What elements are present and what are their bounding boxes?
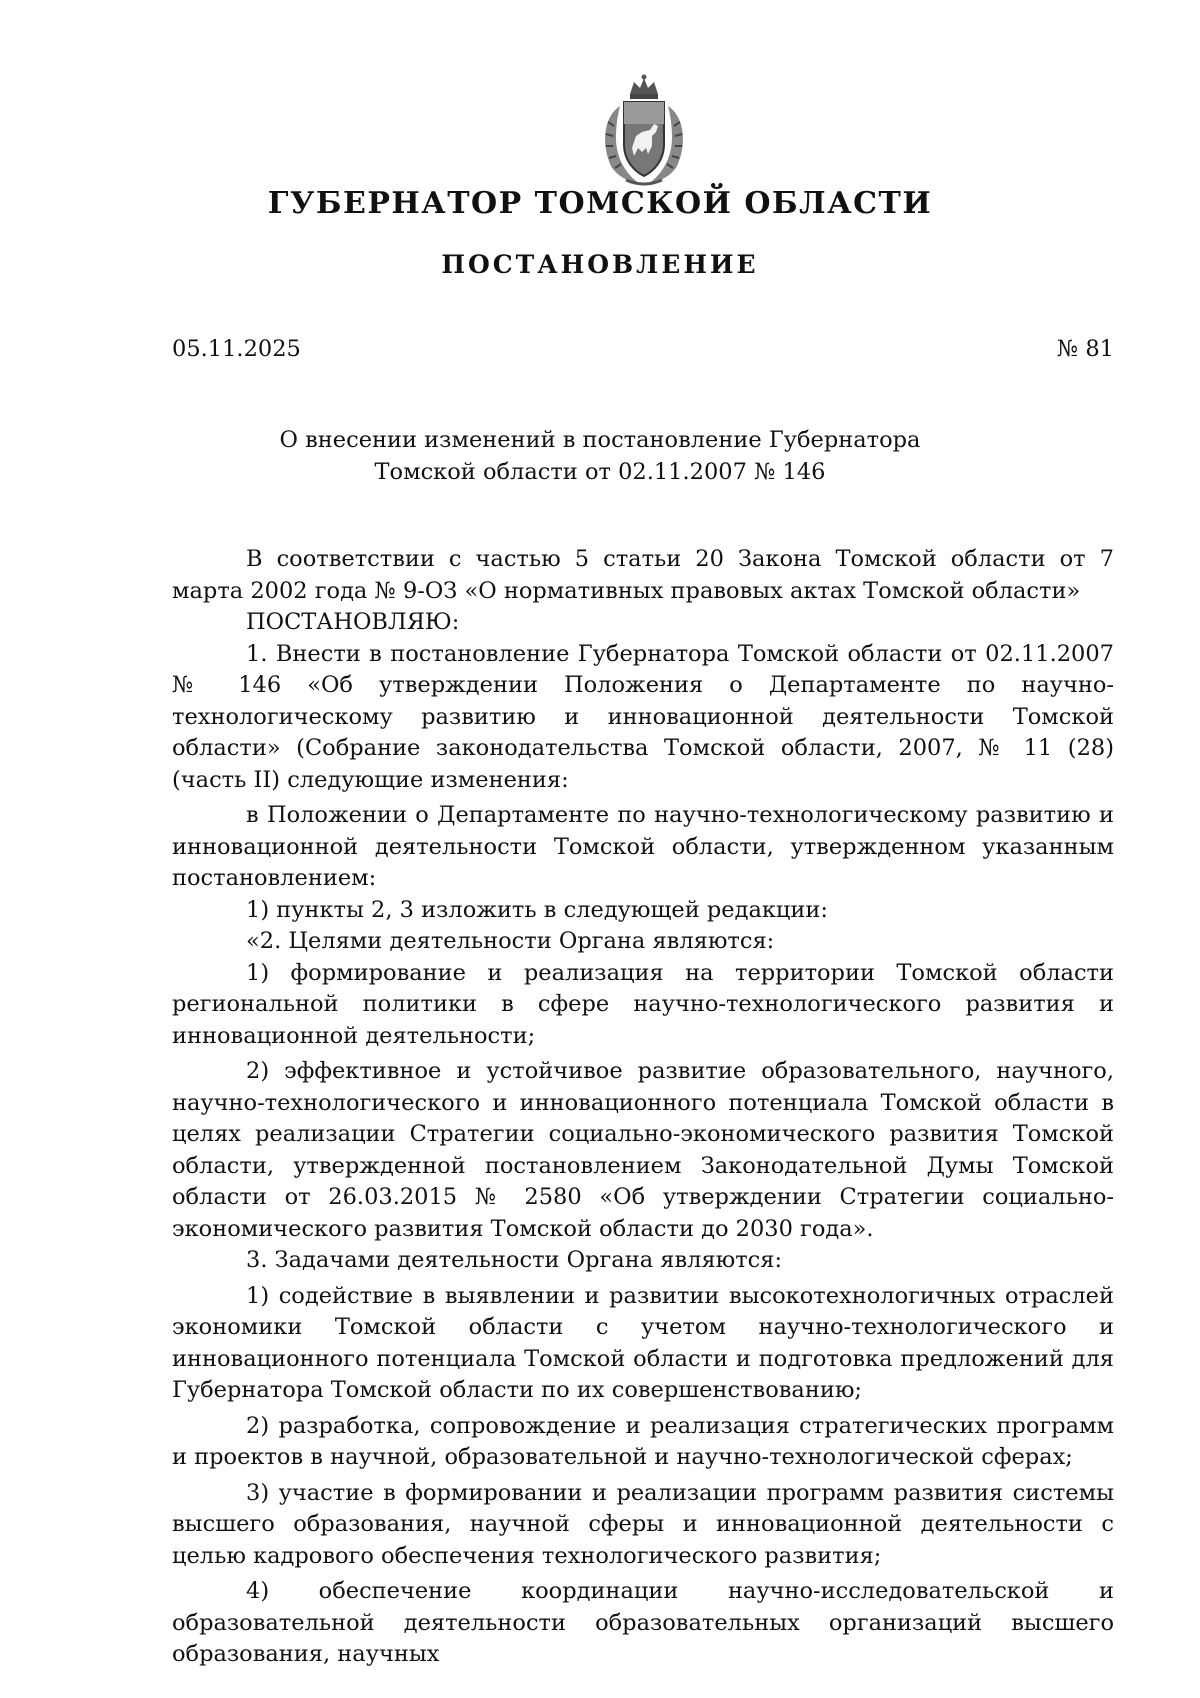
subject-line: О внесении изменений в постановление Губернатора [279,427,921,453]
paragraph: 3) участие в формировании и реализации программ развития системы высшего образования, научной сферы и инновационной деятельности с целью кадрового обеспечения технологического развития; [172,1479,1114,1569]
document-type: ПОСТАНОВЛЕНИЕ [441,250,759,279]
paragraph: 1. Внести в постановление Губернатора Томской области от 02.11.2007 № 146 «Об утверждении Положения о Департаменте по научно-технологическому развитию и инновационной деятельности Томской области» (Собрание законодательства Томской области, 2007, № 11 (28) (часть II) следующие изменения: [172,640,1114,793]
document-body [172,544,1114,1671]
paragraph: 4) обеспечение координации научно-исследовательской и образовательной деятельности образовательных организаций высшего образования, научных [172,1578,1114,1667]
coat-of-arms-icon [590,72,698,188]
paragraph: «2. Целями деятельности Органа являются: [246,928,775,954]
paragraph: 1) формирование и реализация на территории Томской области региональной политики в сфере научно-технологического развития и инновационной деятельности; [172,959,1114,1049]
paragraph: В соответствии с частью 5 статьи 20 Закона Томской области от 7 марта 2002 года № 9-ОЗ «О нормативных правовых актах Томской области» [172,546,1114,604]
paragraph: 3. Задачами деятельности Органа являются: [246,1247,783,1273]
paragraph: в Положении о Департаменте по научно-технологическому развитию и инновационной деятельности Томской области, утвержденном указанным постановлением: [172,802,1114,891]
document-date: 05.11.2025 [172,336,301,362]
paragraph: 1) содействие в выявлении и развитии высокотехнологичных отраслей экономики Томской области с учетом научно-технологического и инновационного потенциала Томской области и подготовка предложений для Губернатора Томской области по их совершенствованию; [172,1282,1114,1403]
document-subject [0,424,1200,488]
paragraph: 2) эффективное и устойчивое развитие образовательного, научного, научно-технологического и инновационного потенциала Томской области в целях реализации Стратегии социально-экономического развития Томской области, утвержденной постановлением Законодательной Думы Томской области от 26.03.2015 № 2580 «Об утверждении Стратегии социально-экономического развития Томской области до 2030 года». [172,1058,1114,1242]
resolution-keyword: ПОСТАНОВЛЯЮ: [246,609,460,635]
document-number: № 81 [1056,336,1114,362]
authority-title: ГУБЕРНАТОР ТОМСКОЙ ОБЛАСТИ [267,186,933,221]
paragraph: 2) разработка, сопровождение и реализация стратегических программ и проектов в научной, образовательной и научно-технологической сферах; [172,1412,1114,1470]
paragraph: 1) пункты 2, 3 изложить в следующей редакции: [246,896,828,923]
subject-line: Томской области от 02.11.2007 № 146 [374,459,826,485]
